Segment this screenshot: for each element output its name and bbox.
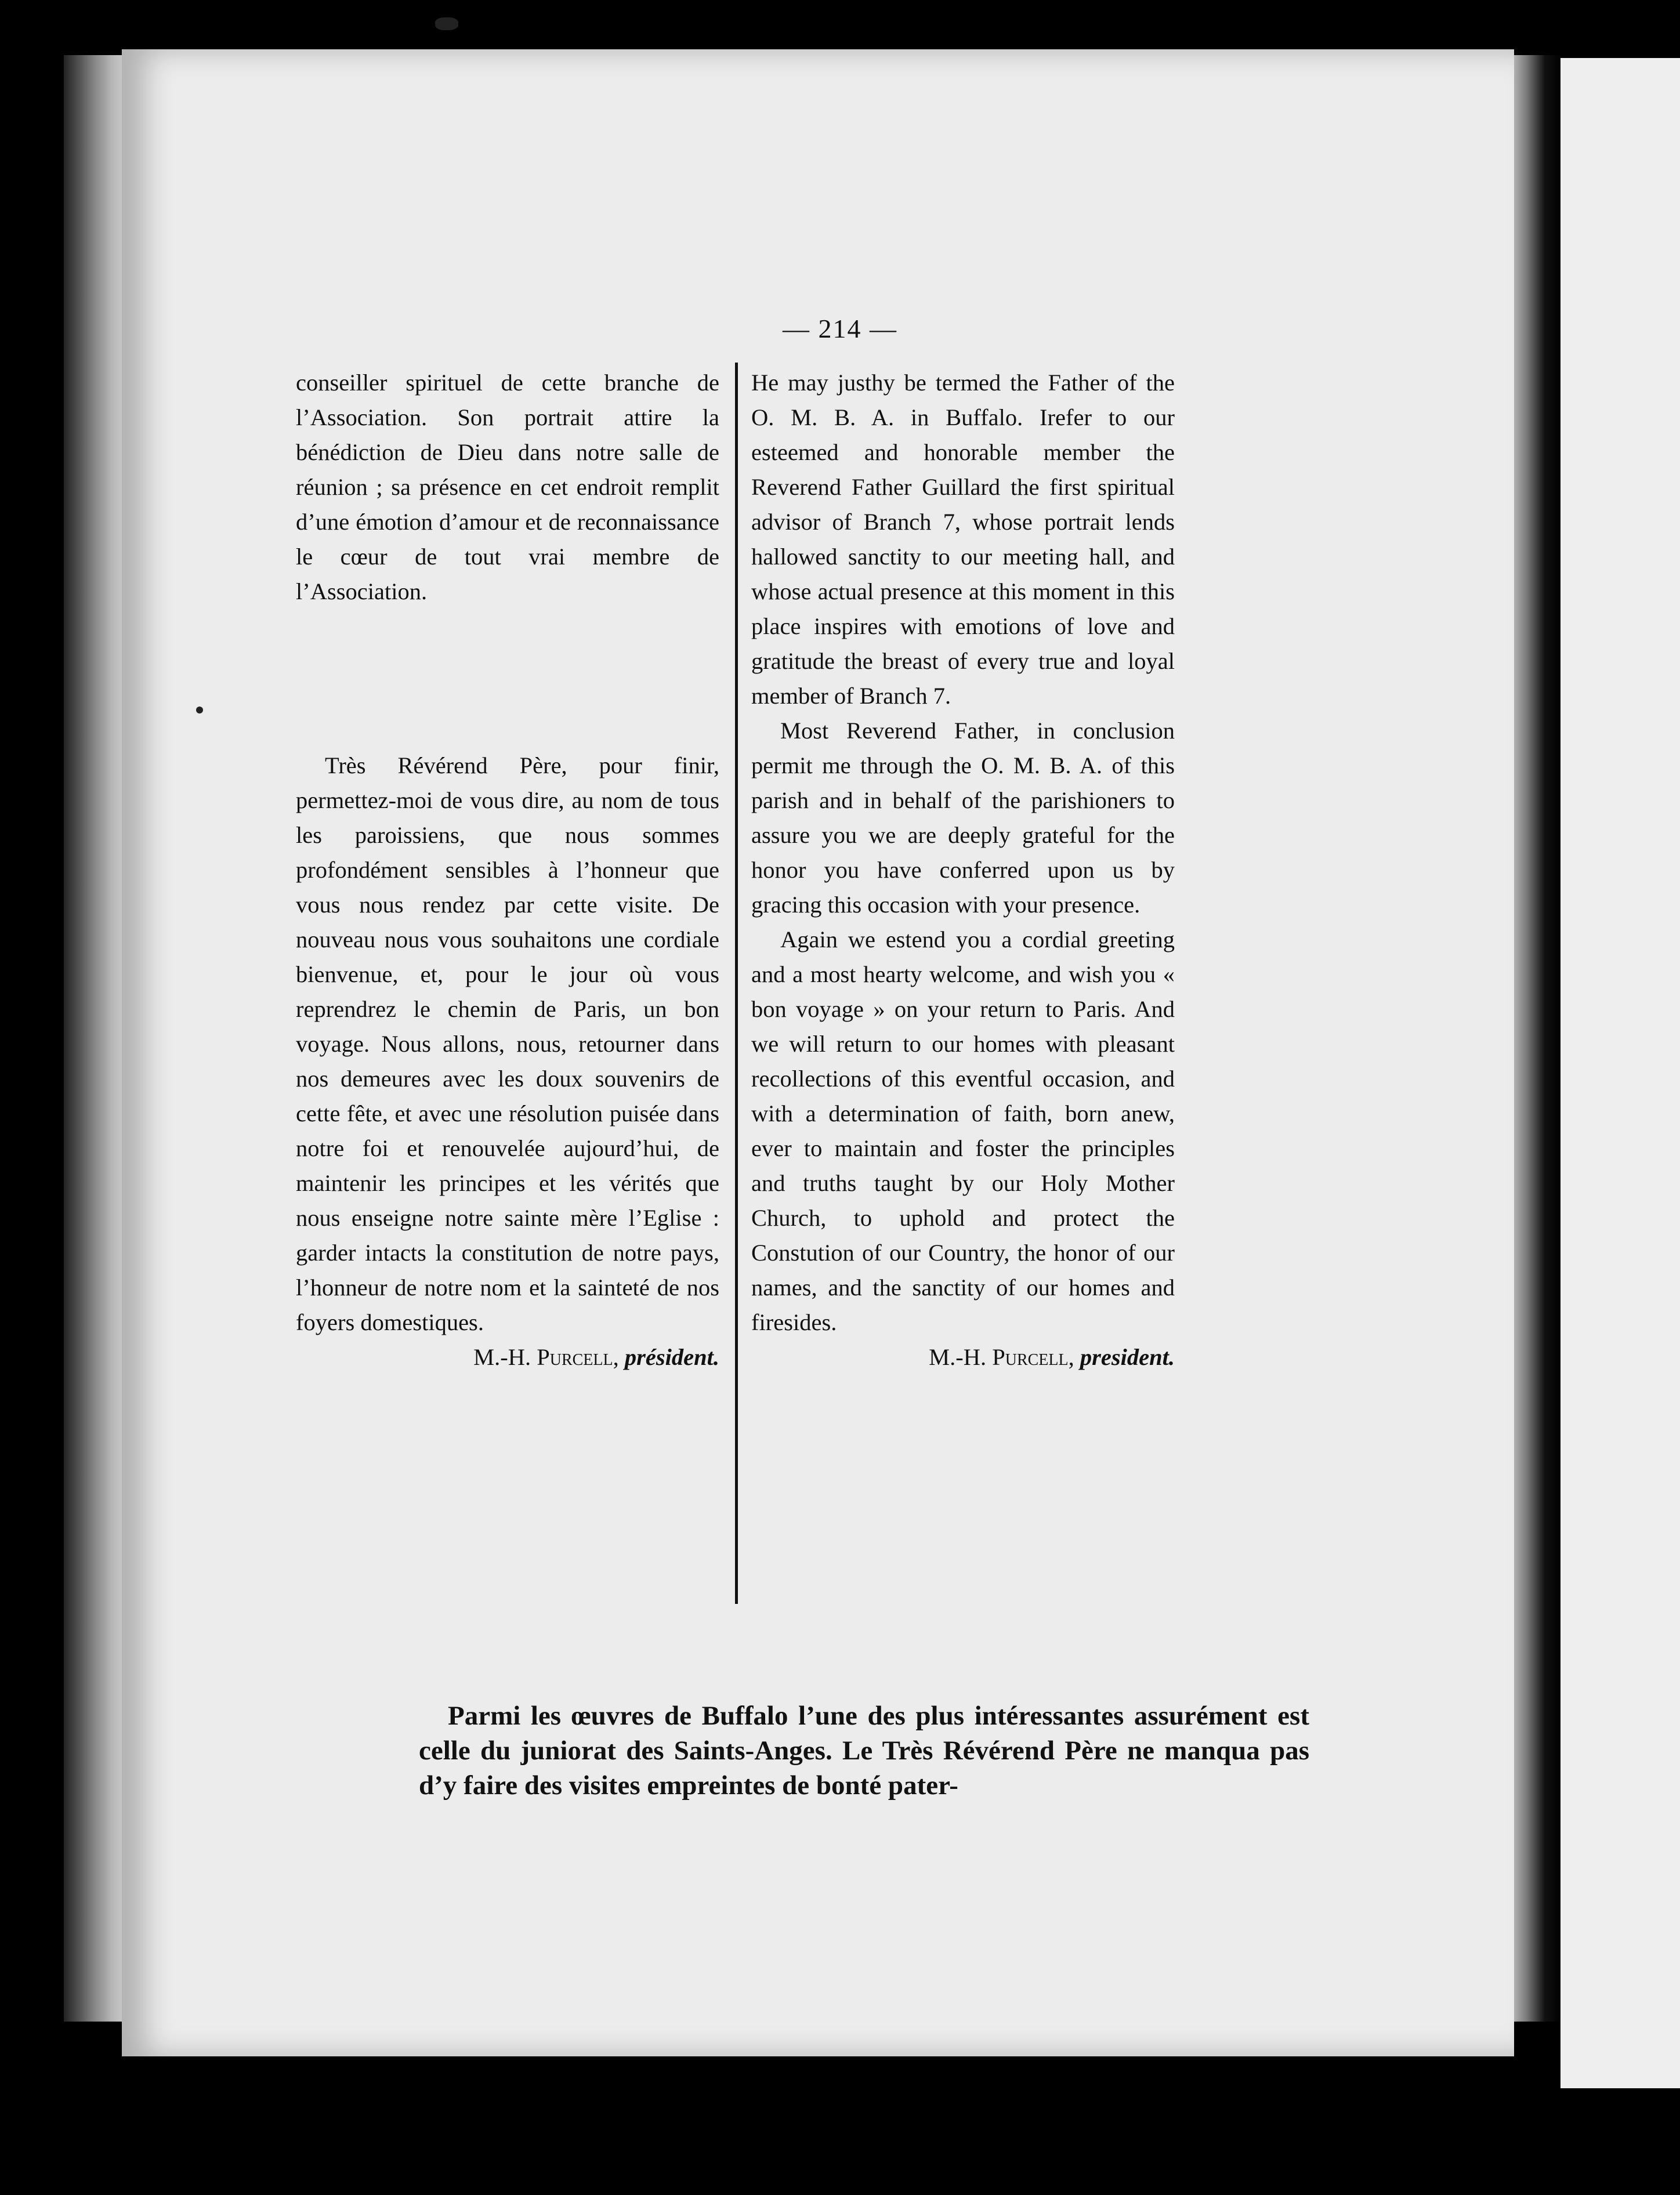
english-signature bbox=[751, 1340, 1175, 1375]
french-column bbox=[296, 365, 719, 1375]
english-paragraph-1: He may justhy be termed the Father of the O. M. B. A. in Buffalo. Irefer to our esteemed and honorable member the Reverend Father Guillard the first spiritual advisor of Branch 7, whose portrait lends hallowed sanctity to our meeting hall, and whose actual presence at this moment in this place inspires with emotions of love and gratitude the breast of every true and loyal member of Branch 7. bbox=[751, 370, 1175, 709]
signature-title: president. bbox=[1080, 1344, 1175, 1370]
scan-speck bbox=[196, 707, 203, 713]
french-signature bbox=[296, 1340, 719, 1375]
signature-name: M.-H. Purcell, bbox=[473, 1344, 619, 1370]
page-number: — 214 — bbox=[783, 314, 897, 343]
english-paragraph-3: Again we estend you a cordial greeting and a most hearty welcome, and wish you « bon voyage » on your return to Paris. And we will return to our homes with pleasant recollections of this eventful occasion, and with a determination of faith, born anew, ever to maintain and foster the principles and truths taught by our Holy Mother Church, to uphold and protect the Constution of our Country, the honor of our names, and the sanctity of our homes and firesides. bbox=[751, 926, 1175, 1335]
english-column bbox=[751, 365, 1175, 1375]
french-paragraph-1: conseiller spirituel de cette branche de l’Association. Son portrait attire la bénédiction de Dieu dans notre salle de réunion ; sa présence en cet endroit remplit d’une émotion d’amour et de reconnaissance le cœur de tout vrai membre de l’Association. bbox=[296, 370, 719, 604]
book-gutter bbox=[1508, 55, 1560, 2022]
french-paragraph-2: Très Révérend Père, pour finir, permettez-moi de vous dire, au nom de tous les paroissiens, que nous sommes profondément sensibles à l’honneur que vous nous rendez par cette visite. De nouveau nous vous souhaitons une cordiale bienvenue, et, pour le jour où vous reprendrez le chemin de Paris, un bon voyage. Nous allons, nous, retourner dans nos demeures avec les doux souvenirs de cette fête, et avec une résolution puisée dans notre foi et renouvelée aujourd’hui, de maintenir les principes et les vérités que nous enseigne notre sainte mère l’Eglise : garder intacts la constitution de notre pays, l’honneur de notre nom et la sainteté de nos foyers domestiques. bbox=[296, 752, 719, 1335]
closing-paragraph: Parmi les œuvres de Buffalo l’une des plus intéressantes assurément est celle du juniorat des Saints-Anges. Le Très Révérend Père ne manqua pas d’y faire des visites empreintes de bonté pater- bbox=[419, 1701, 1309, 1801]
book-left-edge bbox=[64, 55, 128, 2022]
signature-name: M.-H. Purcell, bbox=[929, 1344, 1074, 1370]
scan-speck bbox=[435, 17, 458, 30]
adjacent-page-edge bbox=[1560, 58, 1680, 2088]
column-divider-rule bbox=[735, 363, 738, 1604]
english-paragraph-2: Most Reverend Father, in conclusion permit me through the O. M. B. A. of this parish and in behalf of the parishioners to assure you we are deeply grateful for the honor you have conferred upon us by gracing this occasion with your presence. bbox=[751, 718, 1175, 918]
column-gap bbox=[296, 609, 719, 748]
signature-title: président. bbox=[624, 1344, 719, 1370]
